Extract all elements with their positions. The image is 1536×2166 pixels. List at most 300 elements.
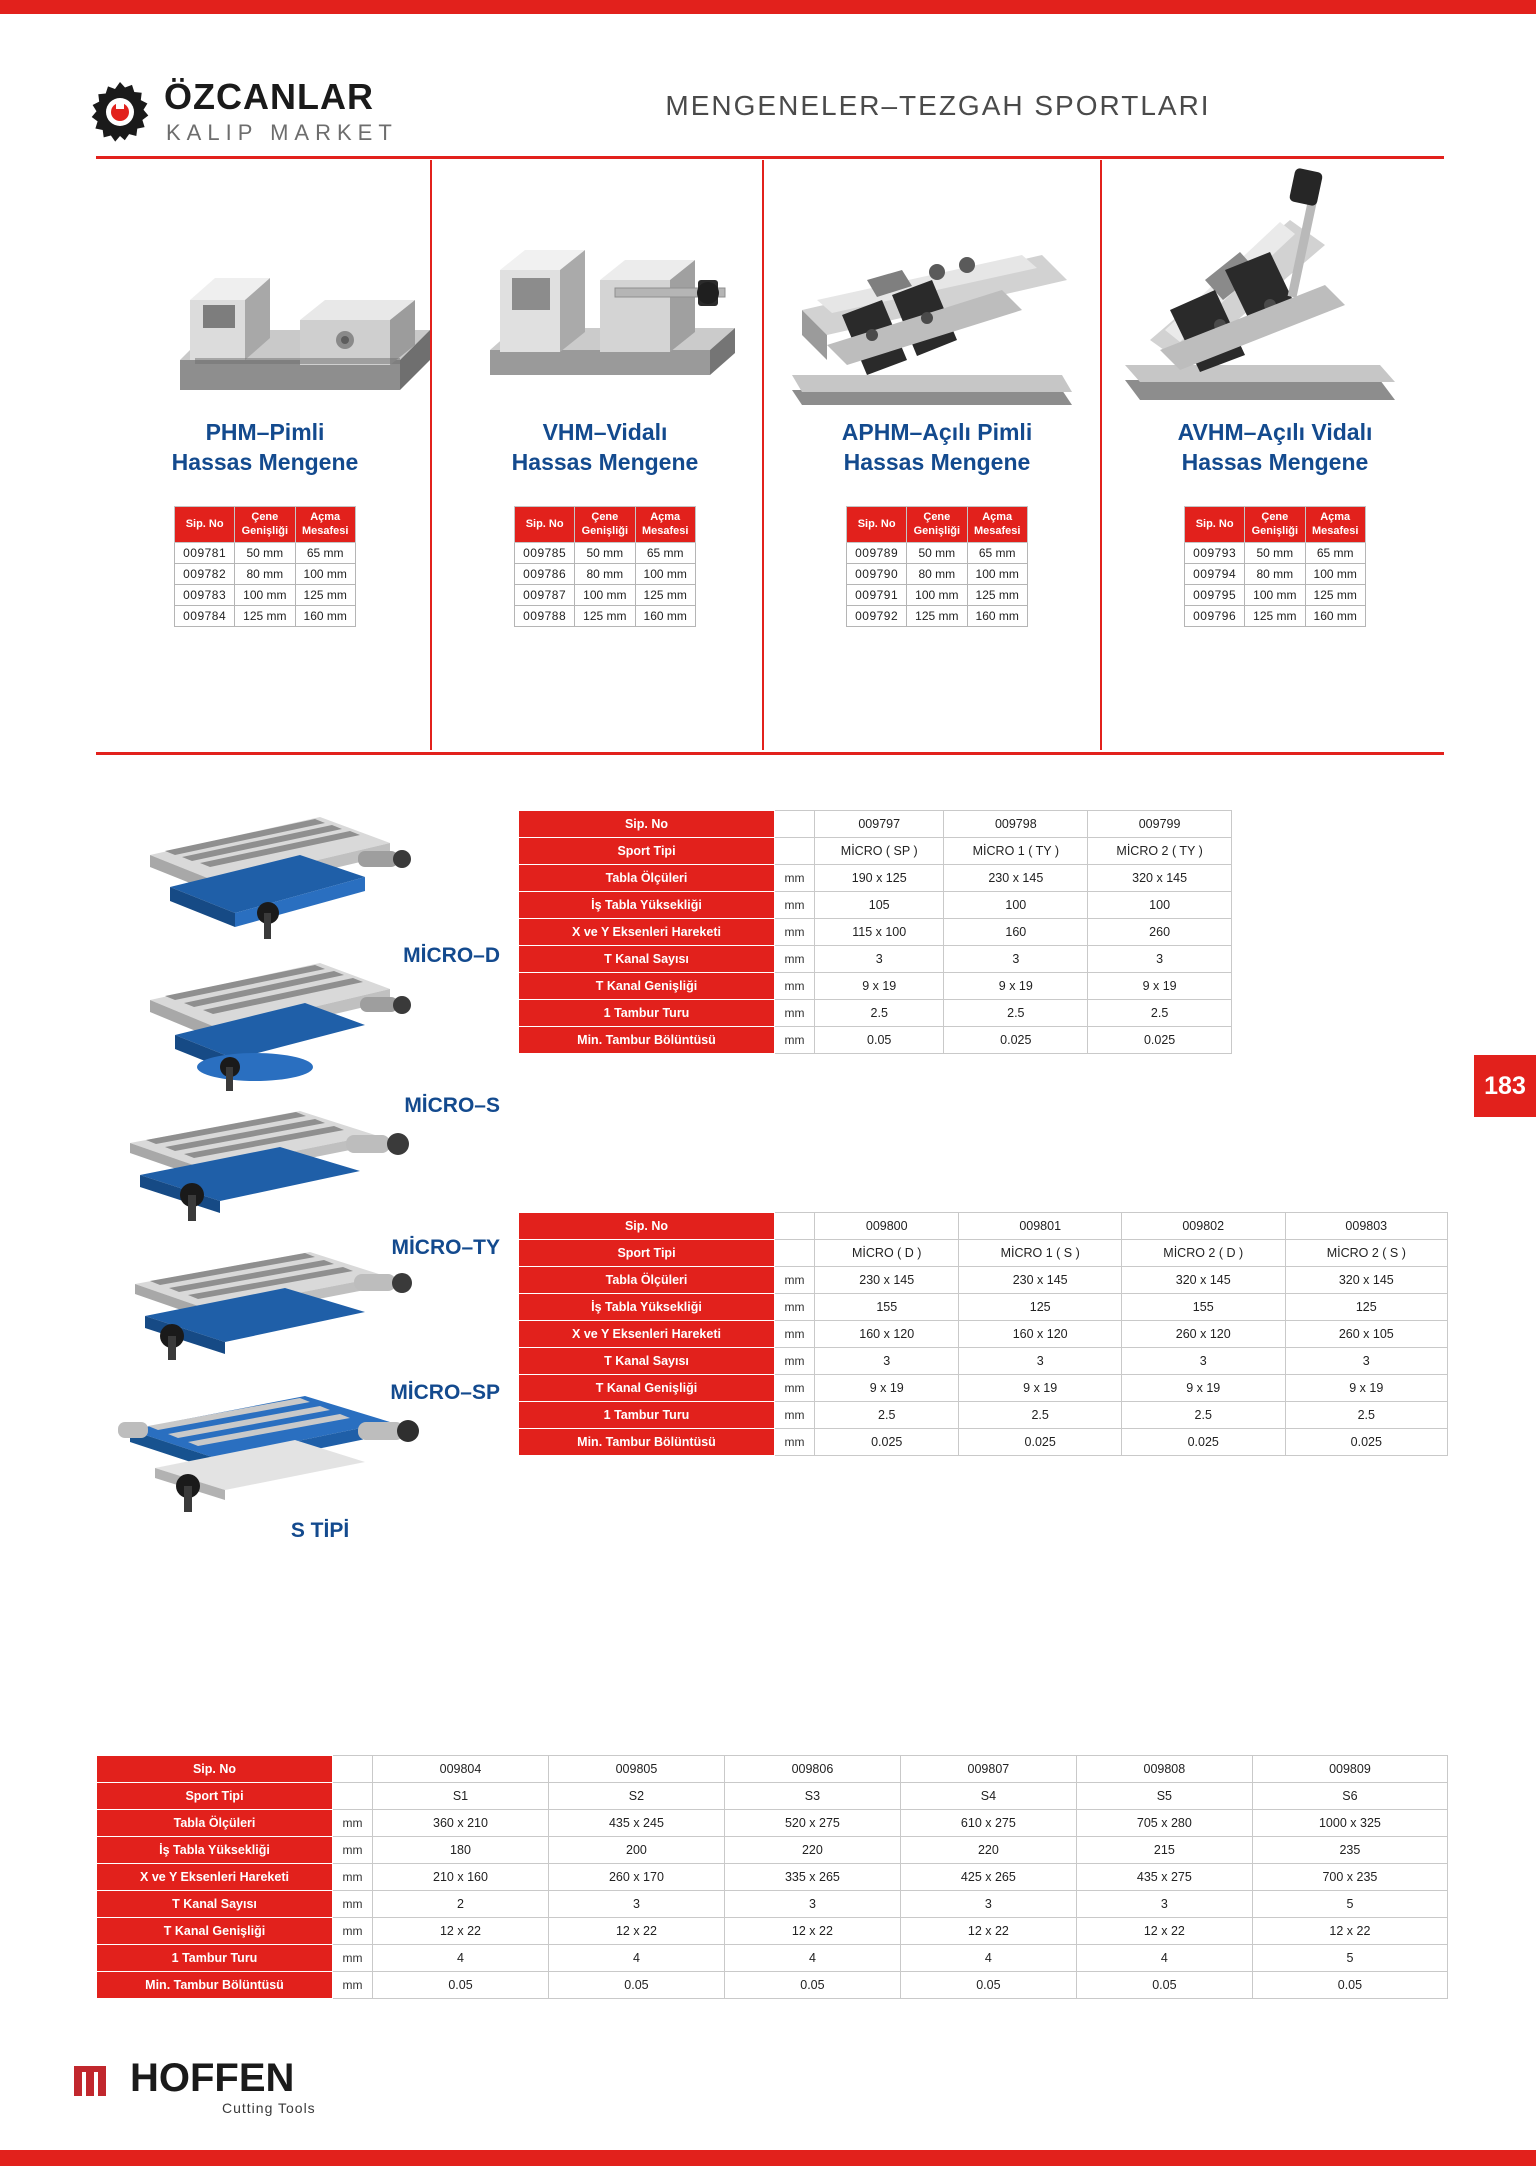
table-row [519,1429,1448,1456]
unit-cell: mm [775,1402,815,1429]
product-name-line2: Hassas Mengene [171,448,359,475]
value-cell: 4 [900,1945,1076,1972]
row-label: Min. Tambur Bölüntüsü [519,1429,775,1456]
table-row [519,946,1232,973]
row-label: T Kanal Genişliği [519,973,775,1000]
product-card-vhm [440,160,770,627]
avhm-vise-image [1110,160,1440,410]
table-row [519,1348,1448,1375]
cell-acma: 160 mm [1305,606,1365,627]
row-label: Sip. No [519,811,775,838]
value-cell: 5 [1252,1891,1447,1918]
product-name-line1: APHM–Açılı Pimli [841,419,1033,445]
cell-sipno: 009796 [1185,606,1245,627]
table-row [515,606,696,627]
col-header-acma: Açma Mesafesi [967,506,1027,543]
value-cell: 009801 [959,1213,1121,1240]
value-cell: 435 x 275 [1076,1864,1252,1891]
spec-table-s-series [96,1755,1448,1999]
machine-label-micro-sp: MİCRO–SP [390,1381,500,1404]
cell-cene: 125 mm [1245,606,1305,627]
value-cell: 12 x 22 [900,1918,1076,1945]
value-cell: MİCRO 2 ( D ) [1121,1240,1285,1267]
value-cell: 1000 x 325 [1252,1810,1447,1837]
machine-micro-s [120,945,500,1118]
unit-cell: mm [333,1891,373,1918]
value-cell: S6 [1252,1783,1447,1810]
cell-sipno: 009783 [175,585,235,606]
row-label: X ve Y Eksenleri Hareketi [519,1321,775,1348]
table-row [97,1756,1448,1783]
unit-cell: mm [333,1810,373,1837]
page-number-badge: 183 [1474,1055,1536,1117]
divider-vertical-1 [430,160,432,750]
micro-s-image [120,945,420,1095]
table-row [519,973,1232,1000]
value-cell: 9 x 19 [815,1375,959,1402]
value-cell: 115 x 100 [815,919,944,946]
row-label: 1 Tambur Turu [519,1402,775,1429]
machine-label-s-tipi: S TİPİ [290,1519,350,1542]
value-cell: MİCRO 1 ( TY ) [944,838,1088,865]
row-label: X ve Y Eksenleri Hareketi [519,919,775,946]
cell-cene: 125 mm [235,606,295,627]
value-cell: 009802 [1121,1213,1285,1240]
value-cell: 3 [959,1348,1121,1375]
value-cell: 260 x 170 [548,1864,724,1891]
cell-cene: 50 mm [575,543,635,564]
row-label: 1 Tambur Turu [97,1945,333,1972]
brand-name-primary: ÖZCANLAR [164,76,374,117]
table-row [175,543,356,564]
value-cell: 260 x 120 [1121,1321,1285,1348]
value-cell: 3 [1121,1348,1285,1375]
value-cell: 0.05 [548,1972,724,1999]
micro-sp-image [110,1240,420,1380]
unit-cell: mm [775,946,815,973]
spec-table-micro-2 [518,1212,1448,1456]
value-cell: 009805 [548,1756,724,1783]
cell-cene: 80 mm [575,564,635,585]
row-label: T Kanal Sayısı [519,1348,775,1375]
aphm-vise-image [772,160,1102,410]
unit-cell: mm [333,1945,373,1972]
col-header-acma: Açma Mesafesi [295,506,355,543]
unit-cell: mm [775,1294,815,1321]
value-cell: 009803 [1285,1213,1447,1240]
value-cell: 0.025 [1285,1429,1447,1456]
cell-acma: 160 mm [295,606,355,627]
value-cell: 3 [1088,946,1232,973]
value-cell: MİCRO ( D ) [815,1240,959,1267]
col-header-cene: Çene Genişliği [575,506,635,543]
cell-cene: 100 mm [575,585,635,606]
value-cell: 3 [1285,1348,1447,1375]
table-row [97,1891,1448,1918]
machine-micro-d [120,795,500,968]
machine-label-micro-s: MİCRO–S [404,1094,500,1117]
value-cell: 4 [1076,1945,1252,1972]
cell-sipno: 009795 [1185,585,1245,606]
cell-acma: 125 mm [295,585,355,606]
table-row [97,1783,1448,1810]
value-cell: 0.05 [724,1972,900,1999]
cell-sipno: 009781 [175,543,235,564]
table-header-row [515,506,696,543]
value-cell: 2.5 [944,1000,1088,1027]
row-label: T Kanal Genişliği [519,1375,775,1402]
value-cell: 0.025 [815,1429,959,1456]
table-row [1185,606,1366,627]
table-row [847,543,1028,564]
cell-cene: 80 mm [907,564,967,585]
cell-acma: 100 mm [295,564,355,585]
footer-brand-name: HOFFEN [130,2056,295,2100]
value-cell: 200 [548,1837,724,1864]
value-cell: 160 x 120 [815,1321,959,1348]
table-header-row [175,506,356,543]
product-name-aphm [772,418,1102,478]
table-row [97,1972,1448,1999]
table-row [1185,543,1366,564]
table-row [519,838,1232,865]
unit-cell [333,1756,373,1783]
table-row [175,606,356,627]
unit-cell: mm [775,1321,815,1348]
row-label: Min. Tambur Bölüntüsü [97,1972,333,1999]
value-cell: 2.5 [1088,1000,1232,1027]
spec-table-aphm [846,506,1028,628]
unit-cell: mm [333,1837,373,1864]
table-row [519,811,1232,838]
cell-acma: 125 mm [967,585,1027,606]
value-cell: 3 [815,1348,959,1375]
product-name-phm [100,418,430,478]
product-name-line1: VHM–Vidalı [542,419,668,445]
unit-cell: mm [775,892,815,919]
value-cell: 230 x 145 [959,1267,1121,1294]
cell-sipno: 009790 [847,564,907,585]
value-cell: 2.5 [815,1402,959,1429]
value-cell: 2.5 [815,1000,944,1027]
cell-sipno: 009785 [515,543,575,564]
table-row [847,585,1028,606]
divider-bottom [96,752,1444,755]
table-row [519,1321,1448,1348]
cell-cene: 100 mm [1245,585,1305,606]
product-card-phm [100,160,430,627]
table-header-row [1185,506,1366,543]
value-cell: 3 [548,1891,724,1918]
value-cell: 320 x 145 [1285,1267,1447,1294]
table-row [515,564,696,585]
col-header-cene: Çene Genişliği [907,506,967,543]
brand-name-secondary: KALIP MARKET [166,120,398,145]
top-red-bar [0,0,1536,14]
product-name-line1: PHM–Pimli [205,419,325,445]
cell-acma: 100 mm [967,564,1027,585]
value-cell: 210 x 160 [373,1864,549,1891]
value-cell: 320 x 145 [1121,1267,1285,1294]
vhm-vise-image [440,160,770,410]
value-cell: 105 [815,892,944,919]
cell-sipno: 009787 [515,585,575,606]
col-header-sipno: Sip. No [515,506,575,543]
spec-table-phm [174,506,356,628]
table-row [97,1918,1448,1945]
table-row [175,564,356,585]
value-cell: 0.05 [900,1972,1076,1999]
unit-cell [775,1213,815,1240]
value-cell: 9 x 19 [959,1375,1121,1402]
value-cell: 100 [1088,892,1232,919]
cell-acma: 100 mm [635,564,695,585]
value-cell: 4 [724,1945,900,1972]
cell-acma: 65 mm [967,543,1027,564]
cell-cene: 50 mm [1245,543,1305,564]
table-row [519,1375,1448,1402]
row-label: Tabla Ölçüleri [519,865,775,892]
machine-label-micro-d: MİCRO–D [403,944,500,967]
cell-acma: 65 mm [635,543,695,564]
value-cell: 2.5 [1285,1402,1447,1429]
machine-micro-ty [110,1095,500,1260]
value-cell: 0.025 [1121,1429,1285,1456]
value-cell: 520 x 275 [724,1810,900,1837]
unit-cell [775,838,815,865]
value-cell: 4 [373,1945,549,1972]
hoffen-logo [72,2056,372,2118]
unit-cell [775,1240,815,1267]
cell-acma: 100 mm [1305,564,1365,585]
cell-acma: 160 mm [967,606,1027,627]
value-cell: S5 [1076,1783,1252,1810]
value-cell: 009807 [900,1756,1076,1783]
value-cell: 220 [724,1837,900,1864]
unit-cell: mm [775,1027,815,1054]
cell-cene: 80 mm [235,564,295,585]
value-cell: S2 [548,1783,724,1810]
cell-acma: 65 mm [1305,543,1365,564]
value-cell: 180 [373,1837,549,1864]
table-row [519,1027,1232,1054]
table-row [519,1267,1448,1294]
cell-sipno: 009794 [1185,564,1245,585]
col-header-cene: Çene Genişliği [1245,506,1305,543]
spec-table-micro-1 [518,810,1232,1054]
value-cell: 9 x 19 [1285,1375,1447,1402]
value-cell: 009806 [724,1756,900,1783]
cell-cene: 125 mm [907,606,967,627]
value-cell: 12 x 22 [1252,1918,1447,1945]
value-cell: 610 x 275 [900,1810,1076,1837]
cell-cene: 100 mm [907,585,967,606]
value-cell: 125 [959,1294,1121,1321]
value-cell: MİCRO 2 ( S ) [1285,1240,1447,1267]
unit-cell [333,1783,373,1810]
unit-cell: mm [775,865,815,892]
row-label: T Kanal Sayısı [97,1891,333,1918]
row-label: X ve Y Eksenleri Hareketi [97,1864,333,1891]
value-cell: 0.025 [959,1429,1121,1456]
value-cell: 700 x 235 [1252,1864,1447,1891]
product-name-avhm [1110,418,1440,478]
value-cell: 4 [548,1945,724,1972]
value-cell: MİCRO ( SP ) [815,838,944,865]
value-cell: 0.05 [1076,1972,1252,1999]
row-label: 1 Tambur Turu [519,1000,775,1027]
value-cell: 009800 [815,1213,959,1240]
value-cell: 260 x 105 [1285,1321,1447,1348]
row-label: Tabla Ölçüleri [97,1810,333,1837]
unit-cell: mm [333,1972,373,1999]
product-name-line2: Hassas Mengene [843,448,1031,475]
unit-cell: mm [775,1000,815,1027]
value-cell: 9 x 19 [815,973,944,1000]
value-cell: 3 [944,946,1088,973]
cell-acma: 125 mm [635,585,695,606]
value-cell: 155 [815,1294,959,1321]
value-cell: 0.025 [1088,1027,1232,1054]
table-row [515,585,696,606]
col-header-sipno: Sip. No [175,506,235,543]
unit-cell: mm [333,1864,373,1891]
value-cell: 009808 [1076,1756,1252,1783]
value-cell: 0.05 [815,1027,944,1054]
table-row [97,1945,1448,1972]
value-cell: S4 [900,1783,1076,1810]
table-row [519,1294,1448,1321]
value-cell: S3 [724,1783,900,1810]
cell-cene: 80 mm [1245,564,1305,585]
value-cell: 3 [724,1891,900,1918]
value-cell: 9 x 19 [944,973,1088,1000]
row-label: Sport Tipi [519,1240,775,1267]
divider-top [96,156,1444,159]
cell-acma: 65 mm [295,543,355,564]
cell-cene: 125 mm [575,606,635,627]
table-row [847,606,1028,627]
cell-sipno: 009789 [847,543,907,564]
machine-label-micro-ty: MİCRO–TY [391,1236,500,1259]
unit-cell: mm [775,1375,815,1402]
row-label: İş Tabla Yüksekliği [519,1294,775,1321]
value-cell: 230 x 145 [944,865,1088,892]
row-label: İş Tabla Yüksekliği [97,1837,333,1864]
micro-ty-image [110,1095,420,1235]
unit-cell: mm [775,1429,815,1456]
cell-sipno: 009788 [515,606,575,627]
row-label: Min. Tambur Bölüntüsü [519,1027,775,1054]
cell-acma: 125 mm [1305,585,1365,606]
table-header-row [847,506,1028,543]
value-cell: 3 [900,1891,1076,1918]
cell-sipno: 009792 [847,606,907,627]
cell-cene: 100 mm [235,585,295,606]
value-cell: 009799 [1088,811,1232,838]
table-row [97,1810,1448,1837]
value-cell: S1 [373,1783,549,1810]
unit-cell: mm [775,973,815,1000]
row-label: T Kanal Sayısı [519,946,775,973]
value-cell: 425 x 265 [900,1864,1076,1891]
unit-cell: mm [333,1918,373,1945]
cell-sipno: 009782 [175,564,235,585]
page-title: MENGENELER–TEZGAH SPORTLARI [665,90,1211,121]
value-cell: 160 [944,919,1088,946]
table-row [519,1240,1448,1267]
value-cell: 5 [1252,1945,1447,1972]
value-cell: 009798 [944,811,1088,838]
footer-tagline: Cutting Tools [222,2100,316,2116]
table-row [847,564,1028,585]
value-cell: 260 [1088,919,1232,946]
col-header-sipno: Sip. No [1185,506,1245,543]
value-cell: 190 x 125 [815,865,944,892]
cell-sipno: 009791 [847,585,907,606]
spec-table-avhm [1184,506,1366,628]
machine-s-tipi [100,1378,500,1543]
cell-cene: 50 mm [235,543,295,564]
table-row [1185,564,1366,585]
row-label: Sip. No [97,1756,333,1783]
value-cell: MİCRO 2 ( TY ) [1088,838,1232,865]
table-row [519,892,1232,919]
value-cell: 230 x 145 [815,1267,959,1294]
value-cell: 2 [373,1891,549,1918]
table-row [519,1402,1448,1429]
table-row [1185,585,1366,606]
cell-sipno: 009784 [175,606,235,627]
value-cell: 12 x 22 [373,1918,549,1945]
cell-acma: 160 mm [635,606,695,627]
value-cell: 3 [1076,1891,1252,1918]
unit-cell [775,811,815,838]
value-cell: MİCRO 1 ( S ) [959,1240,1121,1267]
table-row [519,919,1232,946]
value-cell: 220 [900,1837,1076,1864]
spec-table-vhm [514,506,696,628]
col-header-sipno: Sip. No [847,506,907,543]
value-cell: 009809 [1252,1756,1447,1783]
value-cell: 2.5 [959,1402,1121,1429]
table-row [519,1213,1448,1240]
unit-cell: mm [775,1267,815,1294]
value-cell: 705 x 280 [1076,1810,1252,1837]
value-cell: 009797 [815,811,944,838]
table-row [515,543,696,564]
page-header [0,30,1536,145]
value-cell: 12 x 22 [548,1918,724,1945]
row-label: Tabla Ölçüleri [519,1267,775,1294]
value-cell: 2.5 [1121,1402,1285,1429]
value-cell: 100 [944,892,1088,919]
table-row [97,1864,1448,1891]
hoffen-mark-icon [72,2060,120,2102]
product-card-avhm [1110,160,1440,627]
row-label: T Kanal Genişliği [97,1918,333,1945]
product-name-vhm [440,418,770,478]
s-tipi-image [100,1378,420,1518]
value-cell: 009804 [373,1756,549,1783]
col-header-acma: Açma Mesafesi [1305,506,1365,543]
cell-sipno: 009786 [515,564,575,585]
value-cell: 215 [1076,1837,1252,1864]
product-name-line2: Hassas Mengene [1181,448,1369,475]
cell-sipno: 009793 [1185,543,1245,564]
value-cell: 360 x 210 [373,1810,549,1837]
table-row [519,865,1232,892]
